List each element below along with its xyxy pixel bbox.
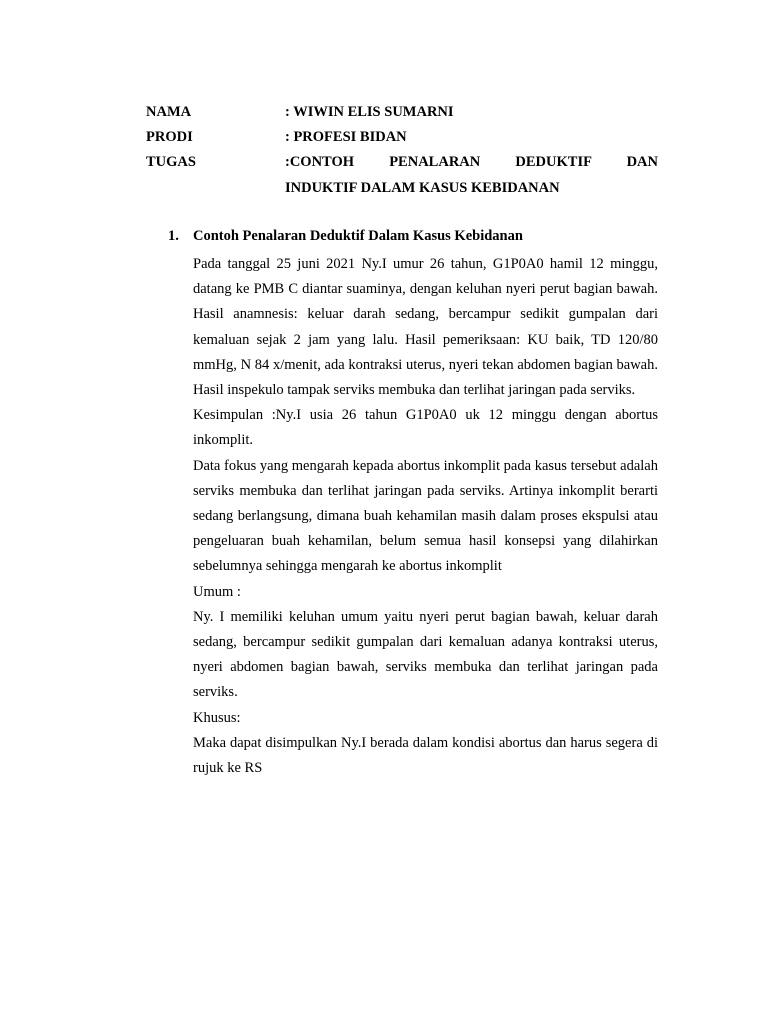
tugas-word: DEDUKTIF: [515, 154, 592, 170]
paragraph-khusus-heading: Khusus:: [193, 709, 241, 726]
tugas-word: :CONTOH: [285, 154, 355, 170]
section-body: [193, 252, 658, 781]
paragraph-umum: Ny. I memiliki keluhan umum yaitu nyeri perut bagian bawah, keluar darah sedang, bercampur sedikit gumpalan dari kemaluan adanya kontraksi uterus, nyeri abdomen bagian bawah, serviks membuka dan terlihat jaringan pada serviks.: [193, 608, 658, 701]
prodi-label: PRODI: [146, 129, 193, 145]
header-tugas-row: [0, 154, 768, 178]
nama-value: : WIWIN ELIS SUMARNI: [285, 104, 454, 120]
prodi-value: : PROFESI BIDAN: [285, 129, 407, 145]
paragraph-umum-heading: Umum :: [193, 583, 241, 600]
header-prodi-row: [0, 129, 768, 153]
tugas-word: DAN: [626, 154, 658, 170]
paragraph-data-fokus: Data fokus yang mengarah kepada abortus inkomplit pada kasus tersebut adalah serviks membuka dan terlihat jaringan pada serviks. Artinya inkomplit berarti sedang berlangsung, dimana buah kehamilan masih dalam proses ekspulsi atau pengeluaran buah kehamilan, belum semua hasil konsepsi yang dilahirkan sebelumnya sehingga mengarah ke abortus inkomplit: [193, 457, 658, 575]
tugas-label: TUGAS: [146, 154, 196, 170]
tugas-value-line1: [285, 154, 658, 171]
section-number: 1.: [168, 228, 179, 244]
section-title: Contoh Penalaran Deduktif Dalam Kasus Kebidanan: [193, 228, 523, 244]
paragraph-case: Pada tanggal 25 juni 2021 Ny.I umur 26 tahun, G1P0A0 hamil 12 minggu, datang ke PMB C diantar suaminya, dengan keluhan nyeri perut bagian bawah. Hasil anamnesis: keluar darah sedang, bercampur sedikit gumpalan dari kemaluan sejak 2 jam yang lalu. Hasil pemeriksaan: KU baik, TD 120/80 mmHg, N 84 x/menit, ada kontraksi uterus, nyeri tekan abdomen bagian bawah. Hasil inspekulo tampak serviks membuka dan terlihat jaringan pada serviks.: [193, 256, 658, 399]
tugas-value-line2: INDUKTIF DALAM KASUS KEBIDANAN: [285, 180, 560, 196]
paragraph-khusus: Maka dapat disimpulkan Ny.I berada dalam kondisi abortus dan harus segera di rujuk ke RS: [193, 734, 658, 777]
paragraph-kesimpulan: Kesimpulan :Ny.I usia 26 tahun G1P0A0 uk 12 minggu dengan abortus inkomplit.: [193, 407, 658, 449]
header-nama-row: [0, 104, 768, 128]
header-tugas-row-2: [0, 180, 768, 204]
nama-label: NAMA: [146, 104, 192, 120]
tugas-word: PENALARAN: [389, 154, 481, 170]
